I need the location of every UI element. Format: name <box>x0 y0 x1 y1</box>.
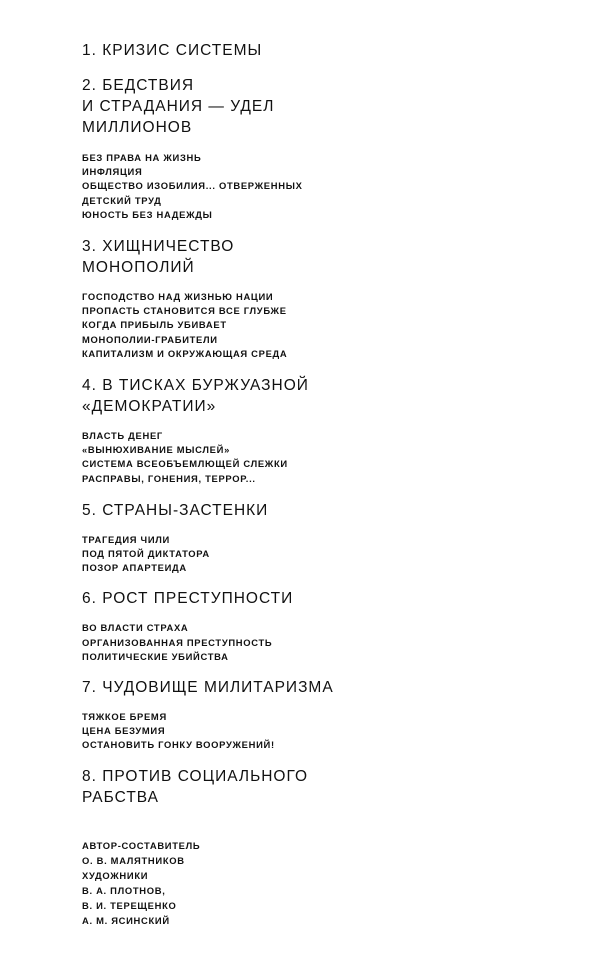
credit-line: ХУДОЖНИКИ <box>82 870 149 881</box>
subsection-item: РАСПРАВЫ, ГОНЕНИЯ, ТЕРРОР... <box>82 472 256 484</box>
section-title-line <box>82 236 562 257</box>
section-title-line <box>82 40 562 61</box>
credit-line: В. А. ПЛОТНОВ, <box>82 885 166 896</box>
subsection-item: ВО ВЛАСТИ СТРАХА <box>82 622 189 634</box>
subsection-item: ПОЛИТИЧЕСКИЕ УБИЙСТВА <box>82 650 229 662</box>
section-title <box>82 375 562 417</box>
section-number: 8. <box>82 767 97 785</box>
subsection-list <box>82 290 562 361</box>
section-title-text: КРИЗИС СИСТЕМЫ <box>102 42 263 59</box>
subsection-item: СИСТЕМА ВСЕОБЪЕМЛЮЩЕЙ СЛЕЖКИ <box>82 458 288 470</box>
subsection-item: ДЕТСКИЙ ТРУД <box>82 194 162 206</box>
section-title-line <box>82 375 562 396</box>
subsection-item: ОСТАНОВИТЬ ГОНКУ ВООРУЖЕНИЙ! <box>82 739 275 751</box>
table-of-contents <box>82 40 562 808</box>
section-title-text: РОСТ ПРЕСТУПНОСТИ <box>102 590 294 608</box>
credit-line: О. В. МАЛЯТНИКОВ <box>82 855 185 866</box>
section-number: 4. <box>82 377 97 395</box>
subsection-list <box>82 429 562 486</box>
toc-section-8 <box>82 766 562 808</box>
section-title-text: СТРАНЫ-ЗАСТЕНКИ <box>102 501 269 519</box>
section-title-text: ХИЩНИЧЕСТВО <box>102 238 235 256</box>
section-title-text: БЕДСТВИЯ <box>102 77 195 94</box>
subsection-list <box>82 151 562 222</box>
section-title <box>82 500 562 521</box>
subsection-item: КОГДА ПРИБЫЛЬ УБИВАЕТ <box>82 319 227 331</box>
subsection-item: ПОД ПЯТОЙ ДИКТАТОРА <box>82 548 210 560</box>
subsection-item: КАПИТАЛИЗМ И ОКРУЖАЮЩАЯ СРЕДА <box>82 347 288 359</box>
section-number: 7. <box>82 679 97 697</box>
section-number: 5. <box>82 501 97 519</box>
toc-section-6 <box>82 588 562 664</box>
subsection-item: ПРОПАСТЬ СТАНОВИТСЯ ВСЕ ГЛУБЖЕ <box>82 305 287 317</box>
subsection-item: ОРГАНИЗОВАННАЯ ПРЕСТУПНОСТЬ <box>82 636 273 648</box>
section-title-line: И СТРАДАНИЯ — УДЕЛ <box>82 98 275 115</box>
subsection-list <box>82 621 562 664</box>
section-title <box>82 236 562 278</box>
section-title-line <box>82 677 562 698</box>
subsection-item: ЦЕНА БЕЗУМИЯ <box>82 725 166 737</box>
section-title <box>82 677 562 698</box>
subsection-item: ОБЩЕСТВО ИЗОБИЛИЯ... ОТВЕРЖЕННЫХ <box>82 180 303 192</box>
toc-section-1 <box>82 40 562 61</box>
toc-section-3 <box>82 236 562 361</box>
credits-block <box>82 838 200 928</box>
subsection-item: ИНФЛЯЦИЯ <box>82 166 143 178</box>
section-title-line: РАБСТВА <box>82 788 159 806</box>
subsection-item: ВЛАСТЬ ДЕНЕГ <box>82 430 163 442</box>
section-title-line <box>82 766 562 787</box>
subsection-item: ПОЗОР АПАРТЕИДА <box>82 562 187 574</box>
section-number: 2. <box>82 77 97 94</box>
section-title-line <box>82 500 562 521</box>
section-title <box>82 40 562 61</box>
credit-line: А. М. ЯСИНСКИЙ <box>82 915 170 926</box>
section-title <box>82 75 562 138</box>
section-number: 3. <box>82 238 97 256</box>
section-number: 6. <box>82 590 97 608</box>
section-title-line <box>82 75 562 96</box>
section-title-line <box>82 588 562 609</box>
subsection-list <box>82 533 562 576</box>
credit-line: АВТОР-СОСТАВИТЕЛЬ <box>82 840 201 851</box>
section-title <box>82 588 562 609</box>
subsection-item: ТРАГЕДИЯ ЧИЛИ <box>82 533 170 545</box>
subsection-item: БЕЗ ПРАВА НА ЖИЗНЬ <box>82 152 202 163</box>
toc-section-7 <box>82 677 562 753</box>
credit-line: В. И. ТЕРЕЩЕНКО <box>82 900 177 911</box>
toc-section-4 <box>82 375 562 486</box>
toc-section-2 <box>82 75 562 222</box>
toc-section-5 <box>82 500 562 576</box>
subsection-item: ЮНОСТЬ БЕЗ НАДЕЖДЫ <box>82 208 213 220</box>
section-title-line: МИЛЛИОНОВ <box>82 119 193 136</box>
section-number: 1. <box>82 42 97 59</box>
section-title <box>82 766 562 808</box>
subsection-item: МОНОПОЛИИ-ГРАБИТЕЛИ <box>82 333 218 345</box>
section-title-text: ПРОТИВ СОЦИАЛЬНОГО <box>102 767 309 785</box>
subsection-item: ГОСПОДСТВО НАД ЖИЗНЬЮ НАЦИИ <box>82 291 274 303</box>
section-title-text: В ТИСКАХ БУРЖУАЗНОЙ <box>102 377 309 395</box>
subsection-item: «ВЫНЮХИВАНИЕ МЫСЛЕЙ» <box>82 444 230 456</box>
section-title-text: ЧУДОВИЩЕ МИЛИТАРИЗМА <box>102 679 334 697</box>
section-title-line: МОНОПОЛИЙ <box>82 259 195 277</box>
subsection-item: ТЯЖКОЕ БРЕМЯ <box>82 711 167 723</box>
subsection-list <box>82 710 562 753</box>
section-title-line: «ДЕМОКРАТИИ» <box>82 398 217 416</box>
